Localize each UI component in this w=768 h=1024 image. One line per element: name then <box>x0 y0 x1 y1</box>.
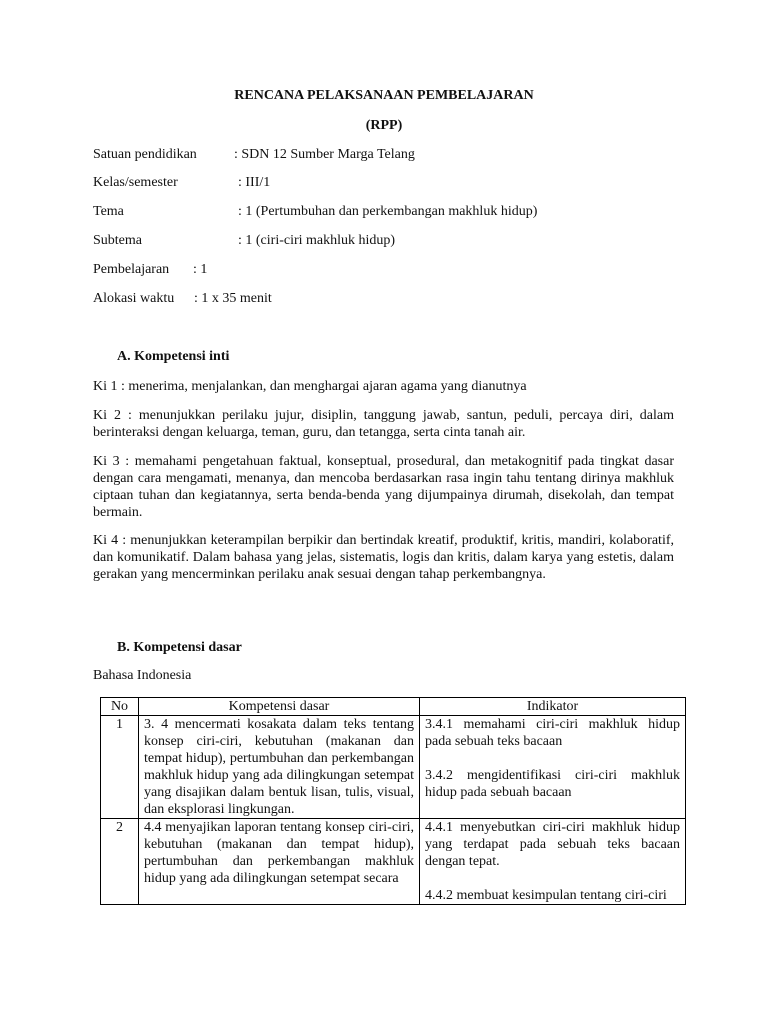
indikator-item: 3.4.1 memahami ciri-ciri makhluk hidup pada sebuah teks bacaan <box>425 717 680 749</box>
section-b-heading: B. Kompetensi dasar <box>117 640 242 655</box>
table-header-row <box>101 698 686 716</box>
identity-value: : 1 (ciri-ciri makhluk hidup) <box>238 233 396 248</box>
indikator-item: 4.4.2 membuat kesimpulan tentang ciri-ciri <box>425 888 667 903</box>
identity-value: : 1 (Pertumbuhan dan perkembangan makhluk hidup) <box>238 204 538 219</box>
identity-row-pembelajaran <box>93 262 208 278</box>
cell-no: 1 <box>101 716 139 819</box>
identity-row-tema <box>93 204 538 220</box>
identity-label: Pembelajaran <box>93 262 170 277</box>
identity-label: Tema <box>93 204 124 219</box>
identity-row-kelas <box>93 175 271 191</box>
cell-no: 2 <box>101 819 139 905</box>
identity-value: : SDN 12 Sumber Marga Telang <box>234 147 415 162</box>
identity-label: Satuan pendidikan <box>93 147 197 162</box>
kd-table <box>100 697 686 905</box>
table-row <box>101 819 686 905</box>
ki-2: Ki 2 : menunjukkan perilaku jujur, disiplin, tanggung jawab, santun, peduli, percaya diri, dalam berinteraksi dengan keluarga, teman, guru, dan tetangga, serta cinta tanah air. <box>93 408 674 440</box>
cell-indikator <box>420 716 686 819</box>
document-subtitle: (RPP) <box>365 118 403 133</box>
identity-value: : 1 <box>193 262 208 277</box>
identity-value: : 1 x 35 menit <box>194 291 272 306</box>
document-title: RENCANA PELAKSANAAN PEMBELAJARAN <box>234 88 534 103</box>
identity-row-subtema <box>93 233 396 249</box>
identity-label: Subtema <box>93 233 142 248</box>
cell-kompetensi: 4.4 menyajikan laporan tentang konsep ciri-ciri, kebutuhan (makanan dan tempat hidup), pertumbuhan dan perkembangan makhluk hidup yang ada dilingkungan setempat secara <box>139 819 420 905</box>
identity-row-alokasi <box>93 291 272 307</box>
header-kompetensi: Kompetensi dasar <box>139 698 420 716</box>
identity-row-satuan <box>93 147 415 163</box>
indikator-item: 3.4.2 mengidentifikasi ciri-ciri makhluk hidup pada sebuah bacaan <box>425 768 680 800</box>
ki-4: Ki 4 : menunjukkan keterampilan berpikir dan bertindak kreatif, produktif, kritis, mandiri, kolaboratif, dan komunikatif. Dalam bahasa yang jelas, sistematis, logis dan kritis, dalam karya yang estetis, dalam gerakan yang mencerminkan perilaku anak sesuai dengan tahap perkembangnya. <box>93 533 674 582</box>
header-indikator: Indikator <box>420 698 686 716</box>
ki-3: Ki 3 : memahami pengetahuan faktual, konseptual, prosedural, dan metakognitif pada tingkat dasar dengan cara mengamati, menanya, dan mencoba berdasarkan rasa ingin tahu tentang dirinya makhluk ciptaan tuhan dan kegiatannya, serta benda-benda yang dijumpainya dirumah, disekolah, dan tempat bermain. <box>93 454 674 520</box>
subject-label: Bahasa Indonesia <box>93 668 192 683</box>
cell-indikator <box>420 819 686 905</box>
identity-label: Kelas/semester <box>93 175 178 190</box>
table-row <box>101 716 686 819</box>
cell-kompetensi: 3. 4 mencermati kosakata dalam teks tentang konsep ciri-ciri, kebutuhan (makanan dan tempat hidup), pertumbuhan dan perkembangan makhluk hidup yang ada dilingkungan setempat yang disajikan dalam bentuk lisan, tulis, visual, dan eksplorasi lingkungan. <box>139 716 420 819</box>
section-a-heading: A. Kompetensi inti <box>117 349 230 364</box>
identity-label: Alokasi waktu <box>93 291 175 306</box>
header-no: No <box>101 698 139 716</box>
indikator-item: 4.4.1 menyebutkan ciri-ciri makhluk hidup yang terdapat pada sebuah teks bacaan dengan tepat. <box>425 820 680 869</box>
kd-table-viewport <box>98 695 690 933</box>
identity-value: : III/1 <box>238 175 271 190</box>
ki-1: Ki 1 : menerima, menjalankan, dan menghargai ajaran agama yang dianutnya <box>93 379 527 394</box>
